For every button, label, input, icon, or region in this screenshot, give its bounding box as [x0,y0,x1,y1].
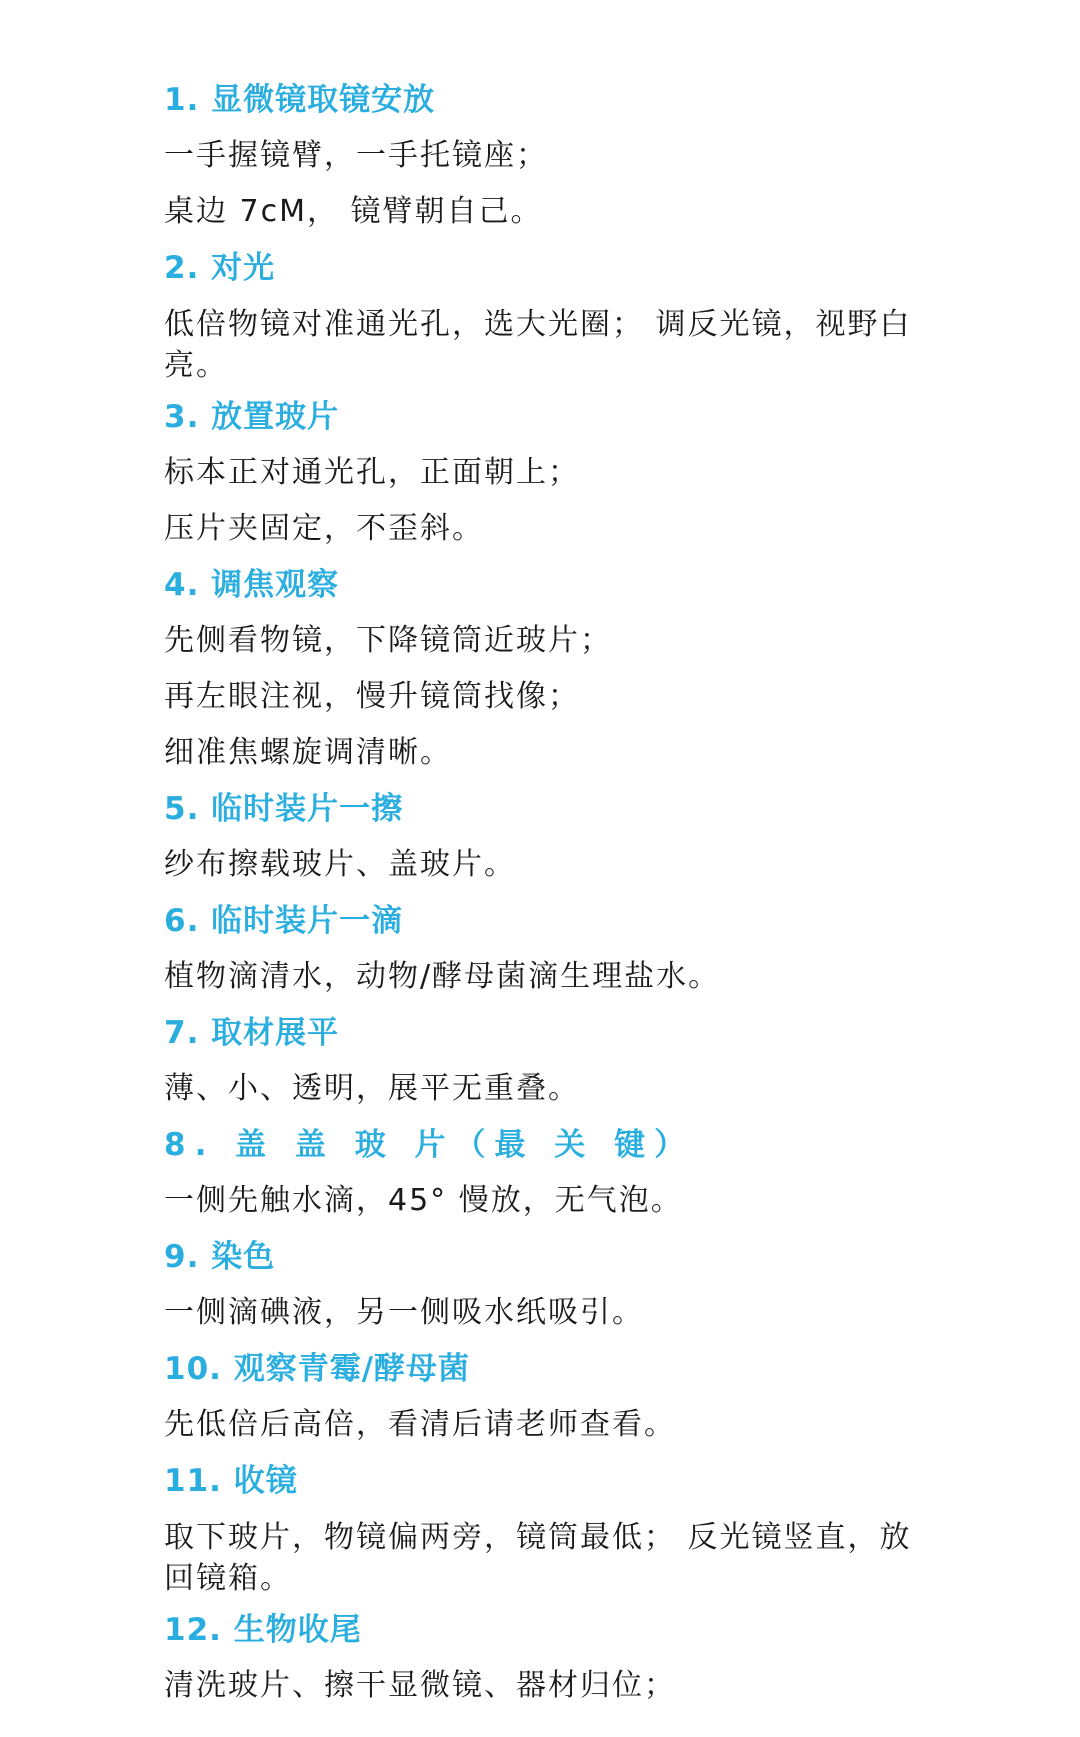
section-line: 取下玻片，物镜偏两旁，镜筒最低； 反光镜竖直，放回镜箱。 [164,1520,912,1596]
section-8 [164,1117,984,1229]
section-line: 压片夹固定，不歪斜。 [164,511,484,546]
section-line: 标本正对通光孔，正面朝上； [164,455,580,490]
section-heading: 2. 对光 [164,250,276,286]
section-1 [164,72,984,240]
section-line: 清洗玻片、擦干显微镜、器材归位； [164,1668,676,1703]
section-heading: 7. 取材展平 [164,1015,340,1051]
section-heading: 3. 放置玻片 [164,399,340,435]
instruction-document [164,72,984,1714]
section-heading: 5. 临时装片一擦 [164,791,404,827]
section-heading: 6. 临时装片一滴 [164,903,404,939]
section-4 [164,557,984,781]
section-10 [164,1341,984,1453]
section-line: 薄、小、透明，展平无重叠。 [164,1071,580,1106]
section-2 [164,240,984,389]
section-5 [164,781,984,893]
section-7 [164,1005,984,1117]
section-line: 桌边 7cM， 镜臂朝自己。 [164,194,543,229]
section-line: 植物滴清水，动物/酵母菌滴生理盐水。 [164,959,721,994]
section-line: 一侧滴碘液，另一侧吸水纸吸引。 [164,1295,644,1330]
section-line: 一手握镜臂，一手托镜座； [164,138,548,173]
section-heading: 10. 观察青霉/酵母菌 [164,1351,471,1387]
section-line: 先低倍后高倍，看清后请老师查看。 [164,1407,676,1442]
section-12 [164,1602,984,1714]
section-heading: 4. 调焦观察 [164,567,340,603]
section-line: 细准焦螺旋调清晰。 [164,735,452,770]
section-9 [164,1229,984,1341]
section-11 [164,1453,984,1602]
section-heading: 11. 收镜 [164,1463,298,1499]
section-line: 低倍物镜对准通光孔，选大光圈； 调反光镜，视野白亮。 [164,307,912,383]
section-line: 再左眼注视，慢升镜筒找像； [164,679,580,714]
section-heading: 8. 盖 盖 玻 片（最 关 键） [164,1127,695,1163]
section-3 [164,389,984,557]
section-line: 纱布擦载玻片、盖玻片。 [164,847,516,882]
section-line: 一侧先触水滴，45° 慢放，无气泡。 [164,1183,683,1218]
section-heading: 12. 生物收尾 [164,1612,362,1648]
section-line: 先侧看物镜，下降镜筒近玻片； [164,623,612,658]
section-heading: 1. 显微镜取镜安放 [164,82,436,118]
section-6 [164,893,984,1005]
section-heading: 9. 染色 [164,1239,276,1275]
